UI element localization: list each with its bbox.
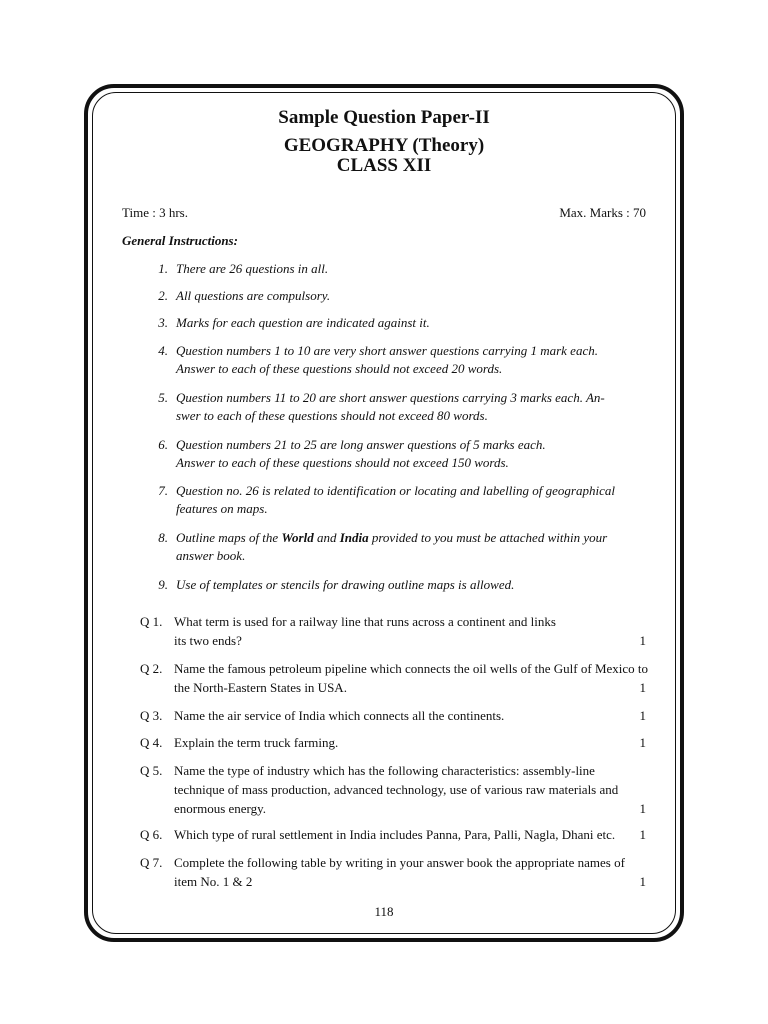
instruction-text-line1 bbox=[176, 529, 648, 547]
max-marks: Max. Marks : 70 bbox=[559, 205, 646, 220]
paper-title: Sample Question Paper-II bbox=[278, 107, 490, 128]
question-number: Q 7. bbox=[140, 855, 163, 870]
question-marks: 1 bbox=[639, 827, 646, 842]
question-text-line2: technique of mass production, advanced technology, use of various raw materials and bbox=[174, 782, 619, 797]
question-marks: 1 bbox=[639, 708, 646, 723]
instruction-text-line2: Answer to each of these questions should not exceed 150 words. bbox=[176, 455, 509, 470]
question-number: Q 5. bbox=[140, 763, 163, 778]
instruction-text-part: and bbox=[313, 530, 340, 545]
question-text-line1: Name the type of industry which has the following characteristics: assembly-line bbox=[174, 763, 595, 778]
instruction-number: 5. bbox=[158, 390, 168, 405]
instruction-number: 1. bbox=[158, 261, 168, 276]
question-text-line1: Which type of rural settlement in India includes Panna, Para, Palli, Nagla, Dhani etc. bbox=[174, 827, 616, 842]
india-emphasis: India bbox=[339, 530, 369, 545]
instruction-number: 6. bbox=[158, 437, 168, 452]
question-text-line1: Complete the following table by writing in your answer book the appropriate names of bbox=[174, 855, 625, 870]
question-marks: 1 bbox=[639, 680, 646, 695]
question-marks: 1 bbox=[639, 874, 646, 889]
question-text-line1: What term is used for a railway line that runs across a continent and links bbox=[174, 614, 556, 629]
question-text-line2: item No. 1 & 2 bbox=[174, 874, 253, 889]
instruction-text-line1: Question numbers 11 to 20 are short answer questions carrying 3 marks each. An- bbox=[176, 390, 605, 405]
instruction-text-line2: features on maps. bbox=[176, 501, 268, 516]
instruction-text-part: provided to you must be attached within your bbox=[368, 530, 608, 545]
instruction-number: 7. bbox=[158, 483, 168, 498]
question-number: Q 3. bbox=[140, 708, 163, 723]
question-marks: 1 bbox=[639, 735, 646, 750]
question-number: Q 6. bbox=[140, 827, 163, 842]
class-title: CLASS XII bbox=[336, 155, 432, 176]
instruction-text-line2: Answer to each of these questions should not exceed 20 words. bbox=[176, 361, 503, 376]
subject-title: GEOGRAPHY (Theory) bbox=[283, 135, 485, 156]
instruction-number: 9. bbox=[158, 577, 168, 592]
question-text-line2: its two ends? bbox=[174, 633, 242, 648]
question-text-line3: enormous energy. bbox=[174, 801, 267, 816]
instruction-number: 8. bbox=[158, 530, 168, 545]
instruction-text-line1: Question numbers 1 to 10 are very short answer questions carrying 1 mark each. bbox=[176, 343, 598, 358]
instruction-number: 2. bbox=[158, 288, 168, 303]
instruction-text: Marks for each question are indicated against it. bbox=[176, 315, 430, 330]
instruction-number: 3. bbox=[158, 315, 168, 330]
general-instructions-heading: General Instructions: bbox=[122, 233, 238, 248]
question-number: Q 1. bbox=[140, 614, 163, 629]
question-text-line1: Explain the term truck farming. bbox=[174, 735, 339, 750]
instruction-text-part: Outline maps of the bbox=[176, 530, 282, 545]
question-text-line1: Name the air service of India which connects all the continents. bbox=[174, 708, 505, 723]
instruction-text: Use of templates or stencils for drawing outline maps is allowed. bbox=[176, 577, 515, 592]
instruction-text-line2: swer to each of these questions should not exceed 80 words. bbox=[176, 408, 488, 423]
question-number: Q 4. bbox=[140, 735, 163, 750]
instruction-text-line1: Question numbers 21 to 25 are long answer questions of 5 marks each. bbox=[176, 437, 546, 452]
question-marks: 1 bbox=[639, 801, 646, 816]
instruction-text: There are 26 questions in all. bbox=[176, 261, 329, 276]
question-text-line1: Name the famous petroleum pipeline which connects the oil wells of the Gulf of Mexico to bbox=[174, 661, 649, 676]
question-number: Q 2. bbox=[140, 661, 163, 676]
instruction-text-line1: Question no. 26 is related to identification or locating and labelling of geographical bbox=[176, 483, 615, 498]
instruction-text-line2: answer book. bbox=[176, 548, 246, 563]
instruction-number: 4. bbox=[158, 343, 168, 358]
world-emphasis: World bbox=[281, 530, 314, 545]
question-text-line2: the North-Eastern States in USA. bbox=[174, 680, 347, 695]
time-allowed: Time : 3 hrs. bbox=[122, 205, 188, 220]
instruction-text: All questions are compulsory. bbox=[176, 288, 331, 303]
page-number: 118 bbox=[374, 904, 394, 919]
question-marks: 1 bbox=[639, 633, 646, 648]
